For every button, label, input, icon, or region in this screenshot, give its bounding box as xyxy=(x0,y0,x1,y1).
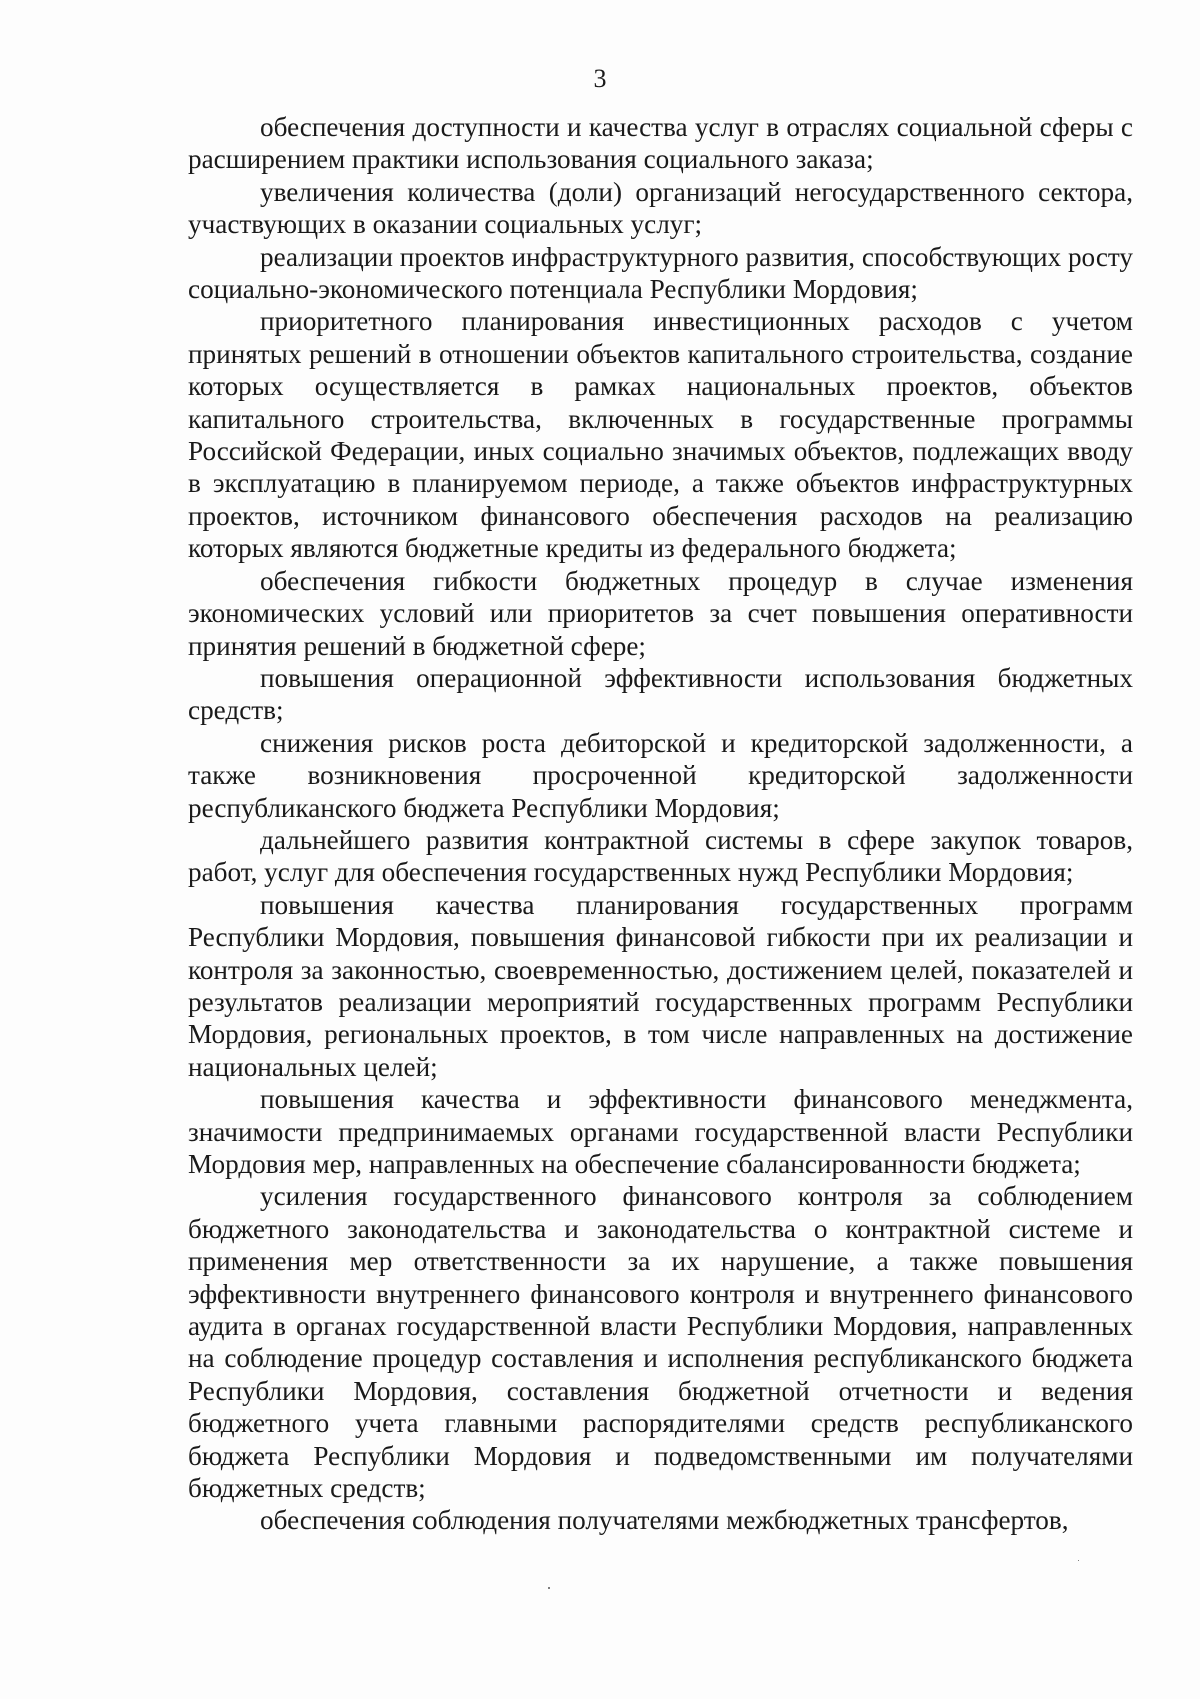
paragraph: обеспечения соблюдения получателями межбюджетных трансфертов, xyxy=(260,1505,1069,1536)
paragraph: обеспечения доступности и качества услуг в отраслях социальной сферы с расширением практики использования социального заказа; xyxy=(188,112,1133,175)
paragraph: повышения операционной эффективности использования бюджетных средств; xyxy=(188,662,1133,726)
paragraph: повышения качества и эффективности финансового менеджмента, значимости предпринимаемых органами государственной власти Республики Мордовия мер, направленных на обеспечение сбалансированности бюджета; xyxy=(188,1084,1133,1179)
paragraph: приоритетного планирования инвестиционных расходов с учетом принятых решений в отношении объектов капитального строительства, создание которых осуществляется в рамках национальных проектов, объектов капитального строительства, включенных в государственные программы Российской Федерации, иных социально значимых объектов, подлежащих вводу в эксплуатацию в планируемом периоде, а также объектов инфраструктурных проектов, источником финансового обеспечения расходов на реализацию которых являются бюджетные кредиты из федерального бюджета; xyxy=(188,306,1133,564)
scan-speck xyxy=(1078,1560,1079,1561)
paragraph: повышения качества планирования государственных программ Республики Мордовия, повышения финансовой гибкости при их реализации и контроля за законностью, своевременностью, достижением целей, показателей и результатов реализации мероприятий государственных программ Республики Мордовия, региональных проектов, в том числе направленных на достижение национальных целей; xyxy=(188,889,1133,1082)
paragraph: реализации проектов инфраструктурного развития, способствующих росту социально-экономического потенциала Республики Мордовия; xyxy=(188,241,1133,305)
scan-speck xyxy=(548,1587,550,1589)
paragraph: усиления государственного финансового контроля за соблюдением бюджетного законодательства и законодательства о контрактной системе и применения мер ответственности за их нарушение, а также повышения эффективности внутреннего финансового контроля и внутреннего финансового аудита в органах государственной власти Республики Мордовия, направленных на соблюдение процедур составления и исполнения республиканского бюджета Республики Мордовия, составления бюджетной отчетности и ведения бюджетного учета главными распорядителями средств республиканского бюджета Республики Мордовия и подведомственными им получателями бюджетных средств; xyxy=(188,1181,1133,1504)
paragraph: обеспечения гибкости бюджетных процедур в случае изменения экономических условий или приоритетов за счет повышения оперативности принятия решений в бюджетной сфере; xyxy=(188,565,1133,661)
paragraph: дальнейшего развития контрактной системы в сфере закупок товаров, работ, услуг для обеспечения государственных нужд Республики Мордовия; xyxy=(188,824,1133,888)
page-number: 3 xyxy=(593,64,607,93)
document-body xyxy=(188,111,1133,1537)
paragraph: увеличения количества (доли) организаций негосударственного сектора, участвующих в оказании социальных услуг; xyxy=(188,176,1133,240)
paragraph: снижения рисков роста дебиторской и кредиторской задолженности, а также возникновения просроченной кредиторской задолженности республиканского бюджета Республики Мордовия; xyxy=(188,727,1133,823)
